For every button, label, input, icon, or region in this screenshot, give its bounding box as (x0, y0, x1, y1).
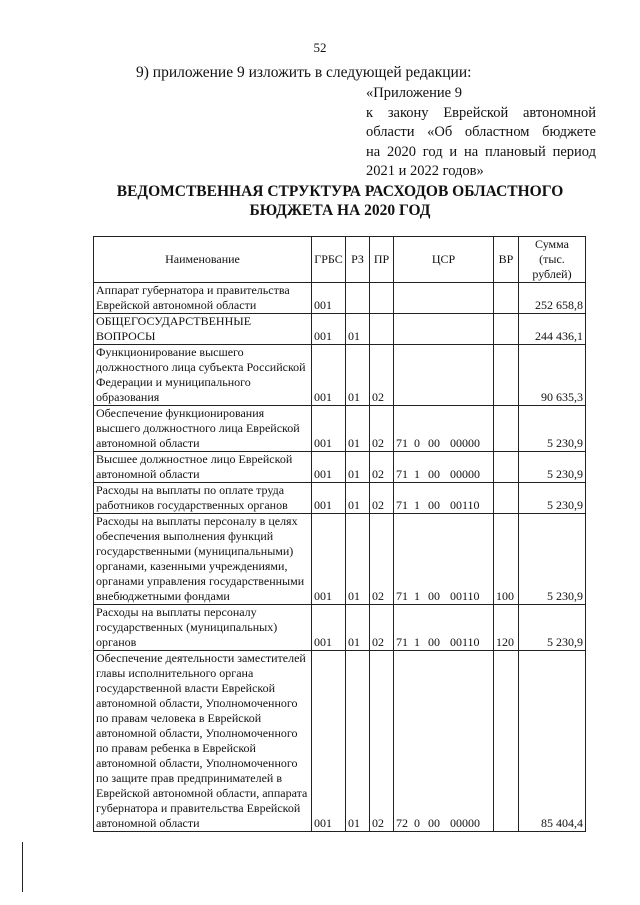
row-sum: 5 230,9 (519, 452, 586, 483)
header-csr: ЦСР (394, 237, 494, 283)
row-sum: 244 436,1 (519, 314, 586, 345)
csr-part: 00 (428, 816, 440, 830)
row-name: Высшее должностное лицо Еврейской автономной области (94, 452, 312, 483)
row-vr (494, 283, 519, 314)
row-vr: 100 (494, 514, 519, 605)
row-vr (494, 452, 519, 483)
csr-part: 00 (428, 436, 440, 450)
row-grbs: 001 (312, 314, 346, 345)
header-grbs: ГРБС (312, 237, 346, 283)
appendix-line: 2021 и 2022 годов» (366, 163, 484, 179)
csr-part: 00 (428, 498, 440, 512)
table-row (94, 514, 586, 605)
row-name: Обеспечение функционирования высшего должностного лица Еврейской автономной области (94, 406, 312, 452)
row-csr (394, 651, 494, 832)
row-pr: 02 (370, 514, 394, 605)
row-rz: 01 (346, 651, 370, 832)
header-name: Наименование (94, 237, 312, 283)
table-header-row (94, 237, 586, 283)
margin-mark (22, 842, 23, 892)
csr-part: 71 (396, 467, 408, 481)
row-grbs: 001 (312, 283, 346, 314)
row-csr (394, 314, 494, 345)
row-pr (370, 314, 394, 345)
row-grbs: 001 (312, 345, 346, 406)
csr-part: 71 (396, 436, 408, 450)
row-name: Расходы на выплаты персоналу в целях обеспечения выполнения функций государственными (муниципальными) органами, казенными учреждениями, органами управления государственными внебюджетными фондами (94, 514, 312, 605)
row-rz (346, 283, 370, 314)
row-csr (394, 483, 494, 514)
row-sum: 5 230,9 (519, 514, 586, 605)
heading-line: ВЕДОМСТВЕННАЯ СТРУКТУРА РАСХОДОВ ОБЛАСТНОГО (116, 183, 564, 200)
row-grbs: 001 (312, 483, 346, 514)
document-heading (100, 182, 580, 220)
row-grbs: 001 (312, 452, 346, 483)
row-pr: 02 (370, 452, 394, 483)
row-vr (494, 406, 519, 452)
row-vr (494, 345, 519, 406)
budget-structure-table (93, 236, 586, 832)
row-csr (394, 345, 494, 406)
row-grbs: 001 (312, 605, 346, 651)
header-rz: РЗ (346, 237, 370, 283)
row-sum: 5 230,9 (519, 483, 586, 514)
csr-part: 1 (414, 635, 420, 649)
csr-part: 00000 (450, 816, 480, 830)
csr-part: 1 (414, 498, 420, 512)
row-rz: 01 (346, 314, 370, 345)
csr-part: 00 (428, 589, 440, 603)
csr-part: 00110 (450, 635, 480, 649)
table-row (94, 314, 586, 345)
row-grbs: 001 (312, 406, 346, 452)
row-rz: 01 (346, 345, 370, 406)
row-pr: 02 (370, 406, 394, 452)
row-pr: 02 (370, 651, 394, 832)
row-grbs: 001 (312, 514, 346, 605)
row-pr: 02 (370, 483, 394, 514)
appendix-line: области «Об областном бюджете (366, 124, 596, 140)
row-name: Расходы на выплаты по оплате труда работников государственных органов (94, 483, 312, 514)
row-rz: 01 (346, 406, 370, 452)
csr-part: 00000 (450, 436, 480, 450)
row-sum: 90 635,3 (519, 345, 586, 406)
appendix-line: на 2020 год и на плановый период (366, 143, 596, 160)
header-vr: ВР (494, 237, 519, 283)
row-rz: 01 (346, 483, 370, 514)
csr-part: 0 (414, 436, 420, 450)
row-sum: 5 230,9 (519, 406, 586, 452)
row-vr (494, 483, 519, 514)
table-row (94, 406, 586, 452)
row-name: Обеспечение деятельности заместителей главы исполнительного органа государственной власти Еврейской автономной области, Уполномоченного по правам человека в Еврейской автономной области, Уполномоченного по правам ребенка в Еврейской автономной области, Уполномоченного по защите прав предпринимателей в Еврейской автономной области, аппарата губернатора и правительства Еврейской автономной области (94, 651, 312, 832)
amendment-intro-text: 9) приложение 9 изложить в следующей редакции: (136, 64, 472, 81)
row-pr: 02 (370, 605, 394, 651)
csr-part: 1 (414, 589, 420, 603)
row-csr (394, 406, 494, 452)
header-sum: Сумма (тыс. рублей) (519, 237, 586, 283)
row-rz: 01 (346, 452, 370, 483)
row-name: Функционирование высшего должностного лица субъекта Российской Федерации и муниципального образования (94, 345, 312, 406)
csr-part: 00110 (450, 589, 480, 603)
row-grbs: 001 (312, 651, 346, 832)
table-row (94, 605, 586, 651)
row-csr (394, 605, 494, 651)
appendix-line: к закону Еврейской автономной (366, 104, 596, 121)
csr-part: 71 (396, 589, 408, 603)
header-pr: ПР (370, 237, 394, 283)
csr-part: 00 (428, 635, 440, 649)
page-number: 52 (313, 40, 327, 55)
row-vr (494, 314, 519, 345)
heading-line: БЮДЖЕТА НА 2020 ГОД (249, 202, 431, 219)
row-sum: 252 658,8 (519, 283, 586, 314)
csr-part: 1 (414, 467, 420, 481)
table-row (94, 345, 586, 406)
row-rz: 01 (346, 605, 370, 651)
row-rz: 01 (346, 514, 370, 605)
csr-part: 00000 (450, 467, 480, 481)
csr-part: 00 (428, 467, 440, 481)
row-vr: 120 (494, 605, 519, 651)
row-name: Аппарат губернатора и правительства Еврейской автономной области (94, 283, 312, 314)
table-row (94, 651, 586, 832)
csr-part: 72 (396, 816, 408, 830)
row-vr (494, 651, 519, 832)
row-sum: 5 230,9 (519, 605, 586, 651)
csr-part: 00110 (450, 498, 480, 512)
row-csr (394, 452, 494, 483)
row-pr (370, 283, 394, 314)
table-row (94, 283, 586, 314)
row-sum: 85 404,4 (519, 651, 586, 832)
appendix-line: «Приложение 9 (366, 85, 462, 101)
row-csr (394, 283, 494, 314)
appendix-reference (366, 84, 596, 182)
row-name: Расходы на выплаты персоналу государственных (муниципальных) органов (94, 605, 312, 651)
row-csr (394, 514, 494, 605)
csr-part: 71 (396, 498, 408, 512)
csr-part: 0 (414, 816, 420, 830)
table-row (94, 452, 586, 483)
row-name: ОБЩЕГОСУДАРСТВЕННЫЕ ВОПРОСЫ (94, 314, 312, 345)
csr-part: 71 (396, 635, 408, 649)
table-row (94, 483, 586, 514)
row-pr: 02 (370, 345, 394, 406)
